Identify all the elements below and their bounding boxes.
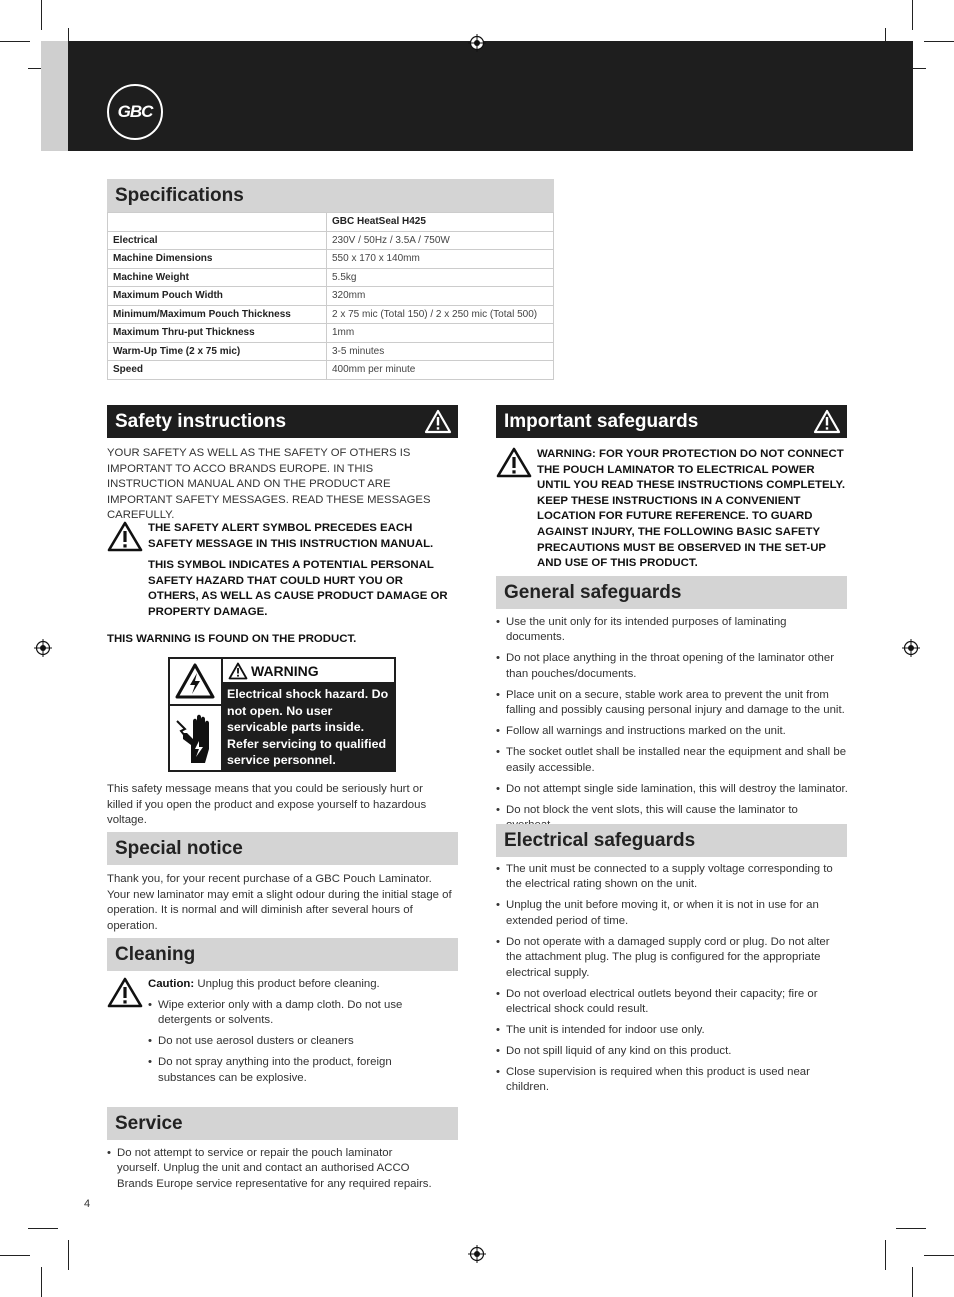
list-item: • Do not operate with a damaged supply cord or plug. Do not alter the attachment plug. The plug is configured for the appropriate electrical supply. bbox=[496, 935, 844, 981]
service-list bbox=[107, 1146, 437, 1198]
registration-mark-icon bbox=[468, 34, 486, 52]
caution-text: Unplug this product before cleaning. bbox=[197, 978, 380, 990]
divider bbox=[170, 704, 221, 706]
list-item: • The unit is intended for indoor use only. bbox=[496, 1023, 844, 1038]
table-header-row bbox=[108, 213, 554, 232]
general-safeguards-list bbox=[496, 615, 848, 839]
crop-mark bbox=[912, 1267, 913, 1297]
spec-value: 320mm bbox=[327, 287, 554, 306]
list-item: • Do not overload electrical outlets beyond their capacity; fire or electrical shock could result. bbox=[496, 987, 844, 1018]
spec-label: Electrical bbox=[108, 231, 327, 250]
spec-value: 5.5kg bbox=[327, 268, 554, 287]
list-item: • Unplug the unit before moving it, or when it is not in use for an extended period of time. bbox=[496, 898, 844, 929]
important-safeguards-text: WARNING: FOR YOUR PROTECTION DO NOT CONNECT THE POUCH LAMINATOR TO ELECTRICAL POWER UNTIL YOU READ THESE INSTRUCTIONS COMPLETELY. KEEP THESE INSTRUCTIONS IN A CONVENIENT LOCATION FOR FUTURE REFERENCE. TO GUARD AGAINST INJURY, THE FOLLOWING BASIC SAFETY PRECAUTIONS MUST BE OBSERVED IN THE SET-UP AND USE OF THIS PRODUCT. bbox=[537, 448, 846, 570]
table-row bbox=[108, 305, 554, 324]
registration-mark-icon bbox=[902, 639, 920, 657]
warning-triangle-icon bbox=[424, 409, 452, 434]
table-row bbox=[108, 342, 554, 361]
spec-value: 230V / 50Hz / 3.5A / 750W bbox=[327, 231, 554, 250]
registration-mark-icon bbox=[468, 1245, 486, 1263]
crop-mark bbox=[885, 1240, 886, 1270]
crop-mark bbox=[896, 1228, 926, 1229]
warning-icon-panel bbox=[170, 659, 223, 770]
list-item: • The socket outlet shall be installed near the equipment and shall be easily accessible. bbox=[496, 745, 848, 776]
table-row bbox=[108, 231, 554, 250]
list-item: • Do not spill liquid of any kind on this product. bbox=[496, 1044, 844, 1059]
warning-title: WARNING bbox=[251, 663, 319, 679]
crop-mark bbox=[68, 1240, 69, 1270]
spec-label: Warm-Up Time (2 x 75 mic) bbox=[108, 342, 327, 361]
spec-value: 3-5 minutes bbox=[327, 342, 554, 361]
crop-mark bbox=[41, 1267, 42, 1297]
crop-mark bbox=[0, 1255, 30, 1256]
list-item: • Do not spray anything into the product, foreign substances can be explosive. bbox=[148, 1055, 448, 1086]
warning-triangle-icon bbox=[107, 521, 143, 552]
electrical-safeguards-list bbox=[496, 862, 844, 1101]
caution-label: Caution: bbox=[148, 978, 195, 990]
crop-mark bbox=[0, 41, 30, 42]
table-cell bbox=[108, 213, 327, 232]
table-row bbox=[108, 250, 554, 269]
list-item: • Do not use aerosol dusters or cleaners bbox=[148, 1034, 448, 1049]
registration-mark-icon bbox=[34, 639, 52, 657]
spec-label: Maximum Thru-put Thickness bbox=[108, 324, 327, 343]
spec-label: Speed bbox=[108, 361, 327, 380]
warning-triangle-icon bbox=[107, 977, 143, 1008]
gbc-logo: GBC bbox=[107, 84, 163, 140]
important-safeguards-heading bbox=[496, 405, 847, 438]
spec-label: Maximum Pouch Width bbox=[108, 287, 327, 306]
shock-hand-icon bbox=[173, 709, 219, 767]
cleaning-list bbox=[148, 998, 448, 1092]
crop-mark bbox=[924, 1255, 954, 1256]
safety-instructions-heading bbox=[107, 405, 458, 438]
spec-value: 2 x 75 mic (Total 150) / 2 x 250 mic (Total 500) bbox=[327, 305, 554, 324]
list-item: • Close supervision is required when this product is used near children. bbox=[496, 1065, 844, 1096]
table-row bbox=[108, 324, 554, 343]
table-row bbox=[108, 361, 554, 380]
safety-hazard-text: THIS SYMBOL INDICATES A POTENTIAL PERSONAL SAFETY HAZARD THAT COULD HURT YOU OR OTHERS, AS WELL AS CAUSE PRODUCT DAMAGE OR PROPERTY DAMAGE. bbox=[148, 559, 448, 618]
list-item: • Do not attempt to service or repair the pouch laminator yourself. Unplug the unit and contact an authorised ACCO Brands Europe service representative for any required repairs. bbox=[107, 1146, 437, 1192]
list-item: • Do not block the vent slots, this will cause the laminator to bbox=[496, 803, 848, 834]
product-warning-note: THIS WARNING IS FOUND ON THE PRODUCT. bbox=[107, 633, 357, 645]
table-row bbox=[108, 287, 554, 306]
safety-explanation: This safety message means that you could be seriously hurt or killed if you open the product and expose yourself to hazardous voltage. bbox=[107, 783, 427, 827]
spec-label: Machine Weight bbox=[108, 268, 327, 287]
crop-mark bbox=[28, 1228, 58, 1229]
crop-mark bbox=[912, 0, 913, 30]
list-item: • Wipe exterior only with a damp cloth. Do not use detergents or solvents. bbox=[148, 998, 448, 1029]
list-item: • Place unit on a secure, stable work area to prevent the unit from falling and possibly causing personal injury and damage to the unit. bbox=[496, 688, 848, 719]
list-item: • The unit must be connected to a supply voltage corresponding to the electrical rating shown on the unit. bbox=[496, 862, 844, 893]
specifications-heading: Specifications bbox=[107, 179, 554, 212]
general-safeguards-heading: General safeguards bbox=[496, 576, 847, 609]
list-item: • Do not place anything in the throat opening of the laminator other than pouches/documents. bbox=[496, 651, 848, 682]
spec-value: 1mm bbox=[327, 324, 554, 343]
warning-header bbox=[223, 659, 394, 684]
spec-value: 550 x 170 x 140mm bbox=[327, 250, 554, 269]
list-item: • Use the unit only for its intended purposes of laminating documents. bbox=[496, 615, 848, 646]
warning-triangle-icon bbox=[813, 409, 841, 434]
crop-mark bbox=[41, 0, 42, 30]
section-title: Safety instructions bbox=[115, 411, 287, 432]
electric-hazard-icon bbox=[175, 663, 215, 699]
header-bar bbox=[68, 41, 913, 151]
electrical-safeguards-heading: Electrical safeguards bbox=[496, 824, 847, 857]
warning-body: Electrical shock hazard. Do not open. No user servicable parts inside. Refer servicing to qualified service personnel. bbox=[223, 684, 394, 770]
special-notice-heading: Special notice bbox=[107, 832, 458, 865]
cleaning-caution bbox=[148, 977, 448, 993]
crop-mark bbox=[924, 41, 954, 42]
table-row bbox=[108, 268, 554, 287]
safety-intro: YOUR SAFETY AS WELL AS THE SAFETY OF OTHERS IS IMPORTANT TO ACCO BRANDS EUROPE. IN THIS INSTRUCTION MANUAL AND ON THE PRODUCT ARE IMPORTANT SAFETY MESSAGES. READ THESE MESSAGES CAREFULLY. bbox=[107, 447, 431, 522]
safety-alert-text: THE SAFETY ALERT SYMBOL PRECEDES EACH SAFETY MESSAGE IN THIS INSTRUCTION MANUAL. bbox=[148, 522, 434, 550]
spec-value: 400mm per minute bbox=[327, 361, 554, 380]
warning-triangle-icon bbox=[496, 447, 532, 478]
table-column-header: GBC HeatSeal H425 bbox=[327, 213, 554, 232]
warning-label bbox=[168, 657, 396, 772]
specifications-table bbox=[107, 212, 554, 380]
spec-label: Minimum/Maximum Pouch Thickness bbox=[108, 305, 327, 324]
header-side-bar bbox=[41, 41, 68, 151]
list-item: • Follow all warnings and instructions marked on the unit. bbox=[496, 724, 848, 739]
page-number: 4 bbox=[84, 1198, 91, 1210]
list-item: • Do not attempt single side lamination, this will destroy the laminator. bbox=[496, 782, 848, 797]
section-title: Important safeguards bbox=[504, 411, 699, 432]
spec-label: Machine Dimensions bbox=[108, 250, 327, 269]
warning-triangle-icon bbox=[228, 662, 248, 680]
service-heading: Service bbox=[107, 1107, 458, 1140]
special-notice-text: Thank you, for your recent purchase of a GBC Pouch Laminator. Your new laminator may emit a slight odour during the initial stage of operation. It is normal and will diminish after several hours of operation. bbox=[107, 873, 452, 932]
cleaning-heading: Cleaning bbox=[107, 938, 458, 971]
